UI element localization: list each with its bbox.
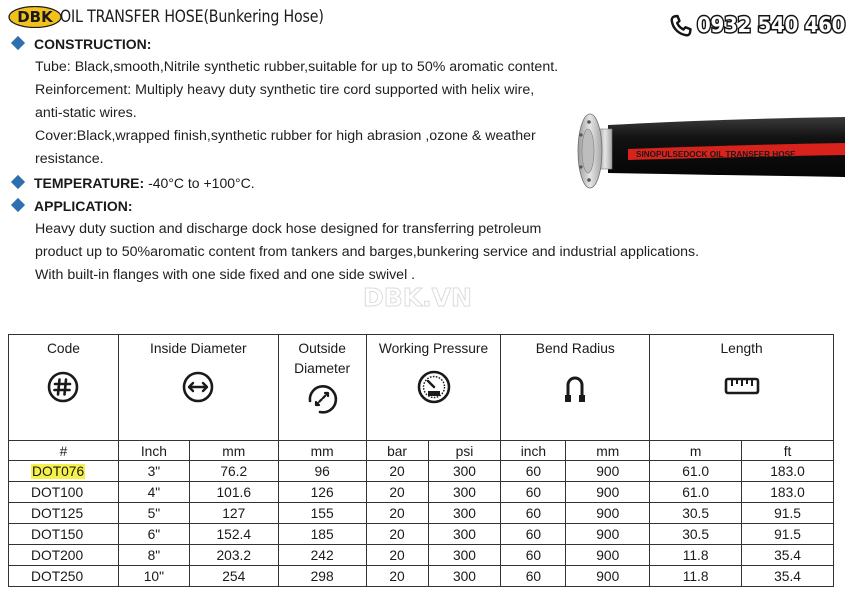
cell-ft: 91.5 <box>742 503 834 524</box>
cell-ft: 35.4 <box>742 566 834 587</box>
cell-inch: 5" <box>118 503 189 524</box>
cell-psi: 300 <box>428 461 501 482</box>
temperature-heading: TEMPERATURE: -40°C to +100°C. <box>13 175 255 191</box>
cell-bend-inch: 60 <box>501 461 566 482</box>
bullet-diamond-icon <box>11 198 25 212</box>
cell-od-mm: 155 <box>278 503 366 524</box>
cell-bar: 20 <box>366 503 428 524</box>
cell-bar: 20 <box>366 524 428 545</box>
unit-cell: mm <box>278 441 366 461</box>
table-row <box>9 566 834 587</box>
cell-psi: 300 <box>428 503 501 524</box>
cell-code <box>9 524 119 545</box>
hose-image <box>570 113 845 195</box>
phone-icon <box>669 14 693 38</box>
application-line-3: With built-in flanges with one side fixed and one side swivel . <box>35 267 416 283</box>
cell-bar: 20 <box>366 461 428 482</box>
table-row <box>9 482 834 503</box>
measuring-tape-icon <box>724 369 760 405</box>
cell-od-mm: 96 <box>278 461 366 482</box>
table-row <box>9 461 834 482</box>
watermark: DBK.VN <box>363 283 472 312</box>
cell-code <box>9 545 119 566</box>
unit-cell: Inch <box>118 441 189 461</box>
cell-inch: 10" <box>118 566 189 587</box>
cell-bend-inch: 60 <box>501 545 566 566</box>
product-code: DOT125 <box>31 506 84 521</box>
header <box>0 0 850 38</box>
header-bend-radius: Bend Radius <box>501 335 650 441</box>
unit-cell: mm <box>566 441 650 461</box>
phone-number: 0932 540 460 <box>697 13 846 38</box>
unit-cell: m <box>650 441 742 461</box>
cell-inch: 6" <box>118 524 189 545</box>
table-row <box>9 545 834 566</box>
bend-radius-icon <box>557 369 593 405</box>
cell-bar: 20 <box>366 566 428 587</box>
cell-bend-inch: 60 <box>501 566 566 587</box>
cell-code <box>9 566 119 587</box>
construction-cover-2: resistance. <box>35 151 104 167</box>
hash-icon <box>45 369 81 405</box>
cell-ft: 183.0 <box>742 482 834 503</box>
cell-od-mm: 126 <box>278 482 366 503</box>
cell-psi: 300 <box>428 566 501 587</box>
cell-bar: 20 <box>366 482 428 503</box>
cell-m: 11.8 <box>650 545 742 566</box>
cell-od-mm: 298 <box>278 566 366 587</box>
cell-bar: 20 <box>366 545 428 566</box>
cell-id-mm: 127 <box>189 503 278 524</box>
cell-psi: 300 <box>428 545 501 566</box>
spec-table <box>8 334 834 587</box>
header-working-pressure: Working Pressure <box>366 335 501 441</box>
table-header-row <box>9 335 834 441</box>
unit-cell: inch <box>501 441 566 461</box>
cell-id-mm: 101.6 <box>189 482 278 503</box>
header-code: Code <box>9 335 119 441</box>
cell-m: 61.0 <box>650 461 742 482</box>
header-outside-diameter: Outside Diameter <box>278 335 366 441</box>
cell-bend-mm: 900 <box>566 566 650 587</box>
cell-id-mm: 203.2 <box>189 545 278 566</box>
cell-bend-inch: 60 <box>501 524 566 545</box>
unit-cell: # <box>9 441 119 461</box>
cell-m: 11.8 <box>650 566 742 587</box>
product-code: DOT250 <box>31 569 84 584</box>
outside-diameter-icon <box>304 381 340 417</box>
table-row <box>9 503 834 524</box>
cell-bend-mm: 900 <box>566 524 650 545</box>
construction-reinforcement-1: Reinforcement: Multiply heavy duty synthetic tire cord supported with helix wire, <box>35 82 535 98</box>
diameter-arrows-icon <box>180 369 216 405</box>
product-code: DOT076 <box>32 464 85 479</box>
bullet-diamond-icon <box>11 36 25 50</box>
cell-od-mm: 242 <box>278 545 366 566</box>
logo-text: DBK <box>17 8 53 26</box>
unit-cell: bar <box>366 441 428 461</box>
product-code: DOT150 <box>31 527 84 542</box>
construction-tube: Tube: Black,smooth,Nitrile synthetic rubber,suitable for up to 50% aromatic content. <box>35 59 559 75</box>
unit-cell: psi <box>428 441 501 461</box>
cell-bend-mm: 900 <box>566 503 650 524</box>
table-units-row <box>9 441 834 461</box>
construction-reinforcement-2: anti-static wires. <box>35 105 137 121</box>
dbk-logo <box>8 6 68 28</box>
cell-id-mm: 152.4 <box>189 524 278 545</box>
application-line-1: Heavy duty suction and discharge dock hose designed for transferring petroleum <box>35 221 542 237</box>
page-title: OIL TRANSFER HOSE(Bunkering Hose) <box>60 7 324 26</box>
unit-cell: mm <box>189 441 278 461</box>
header-length: Length <box>650 335 834 441</box>
header-inside-diameter: Inside Diameter <box>118 335 278 441</box>
cell-code <box>9 503 119 524</box>
construction-heading: CONSTRUCTION: <box>13 36 151 52</box>
unit-cell: ft <box>742 441 834 461</box>
cell-od-mm: 185 <box>278 524 366 545</box>
pressure-gauge-icon <box>416 369 452 405</box>
cell-id-mm: 254 <box>189 566 278 587</box>
cell-psi: 300 <box>428 524 501 545</box>
cell-ft: 35.4 <box>742 545 834 566</box>
application-line-2: product up to 50%aromatic content from tankers and barges,bunkering service and industrial applications. <box>35 244 700 260</box>
cell-m: 30.5 <box>650 503 742 524</box>
cell-inch: 8" <box>118 545 189 566</box>
phone-contact[interactable] <box>669 13 844 39</box>
cell-m: 61.0 <box>650 482 742 503</box>
table-row <box>9 524 834 545</box>
cell-code <box>9 461 119 482</box>
cell-bend-mm: 900 <box>566 482 650 503</box>
product-code: DOT100 <box>31 485 84 500</box>
cell-code <box>9 482 119 503</box>
cell-inch: 3" <box>118 461 189 482</box>
cell-bend-mm: 900 <box>566 545 650 566</box>
bullet-diamond-icon <box>11 175 25 189</box>
cell-psi: 300 <box>428 482 501 503</box>
construction-cover-1: Cover:Black,wrapped finish,synthetic rubber for high abrasion ,ozone & weather <box>35 128 536 144</box>
cell-bend-inch: 60 <box>501 482 566 503</box>
cell-bend-mm: 900 <box>566 461 650 482</box>
hose-label: SINOPULSEDOCK OIL TRANSFER HOSE <box>636 150 796 159</box>
application-heading: APPLICATION: <box>13 198 133 214</box>
cell-id-mm: 76.2 <box>189 461 278 482</box>
product-code: DOT200 <box>31 548 84 563</box>
cell-bend-inch: 60 <box>501 503 566 524</box>
cell-m: 30.5 <box>650 524 742 545</box>
cell-inch: 4" <box>118 482 189 503</box>
cell-ft: 91.5 <box>742 524 834 545</box>
cell-ft: 183.0 <box>742 461 834 482</box>
temperature-value: -40°C to +100°C. <box>148 175 255 191</box>
